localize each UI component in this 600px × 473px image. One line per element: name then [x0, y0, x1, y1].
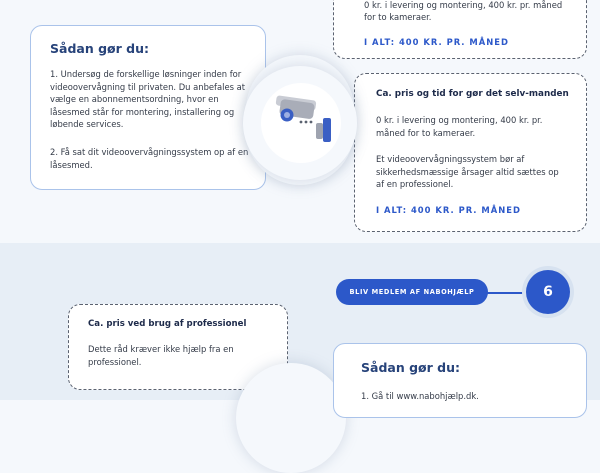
security-camera-icon [270, 92, 334, 146]
pro-text-line: Dette råd kræver ikke hjælp fra en [88, 344, 234, 354]
step-line: låsesmed. [50, 159, 93, 170]
step-line: 2. Få sat dit videoovervågningssystem op af en [50, 147, 249, 157]
step-line: vælge en abonnementsordning, hvor en [50, 94, 219, 104]
diy-price-line: måned for to kameraer. [376, 127, 476, 138]
diy-total: I ALT: 400 KR. PR. MÅNED [376, 205, 521, 215]
step-number-badge: 6 [526, 270, 570, 314]
how-to-card-2 [333, 343, 587, 418]
diy-note-line: sikkerhedsmæssige årsager altid sættes op [376, 166, 559, 177]
total-label: I ALT: 400 KR. PR. MÅNED [364, 37, 509, 47]
diy-note [376, 153, 559, 191]
diy-note-line: af en professionel. [376, 179, 454, 189]
diy-price-line: 0 kr. i levering og montering, 400 kr. pr. [376, 115, 543, 125]
price-text-2: for to kameraer. [364, 12, 432, 22]
icon-circle-bottom [236, 363, 346, 473]
how-to-title-2: Sådan gør du: [361, 360, 460, 375]
step-line: låsesmed står for montering, installering og [50, 106, 235, 117]
how-to-title: Sådan gør du: [50, 41, 149, 56]
pro-title: Ca. pris ved brug af professionel [88, 319, 247, 329]
how-to-card [30, 25, 266, 190]
step-line: løbende services. [50, 119, 124, 129]
pro-text [88, 343, 234, 368]
diy-price [376, 114, 542, 139]
step-line: videoovervågning til privaten. Du anbefales at [50, 81, 246, 92]
step-line: 1. Undersøg de forskellige løsninger inden for [50, 69, 242, 79]
price-text: 0 kr. i levering og montering, 400 kr. pr. måned [364, 0, 563, 10]
pro-text-line: professionel. [88, 356, 142, 367]
price-card-diy [354, 73, 587, 232]
how-to-2-step-1: 1. Gå til www.nabohjælp.dk. [361, 391, 479, 401]
how-to-step-1 [50, 68, 265, 131]
diy-title: Ca. pris og tid for gør det selv-manden [376, 89, 569, 99]
section-label-pill: BLIV MEDLEM AF NABOHJÆLP [336, 279, 488, 305]
price-card-professional [333, 0, 587, 59]
diy-note-line: Et videoovervågningssystem bør af [376, 154, 525, 164]
how-to-step-2 [50, 146, 265, 171]
